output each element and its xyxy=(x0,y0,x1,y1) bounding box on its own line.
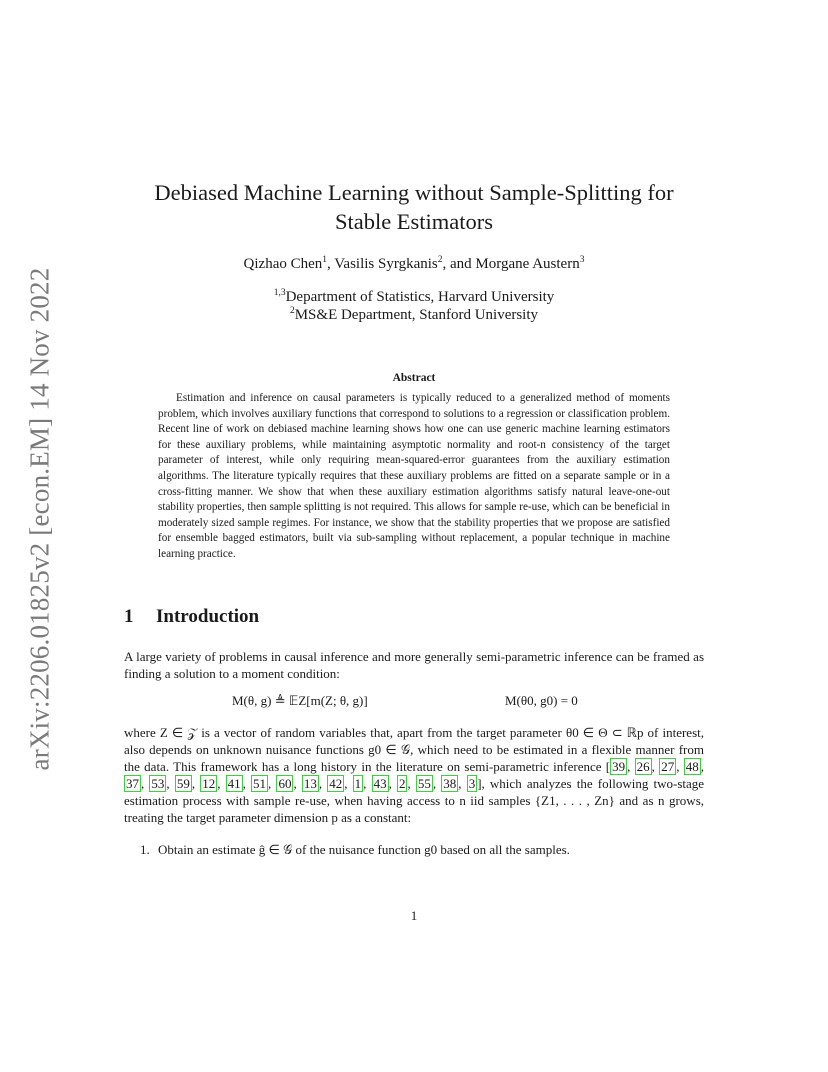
author-3-affil: 3 xyxy=(579,255,585,265)
author-list xyxy=(120,256,708,273)
citation-link[interactable]: 38 xyxy=(443,775,457,791)
enumerated-step-1 xyxy=(140,842,570,858)
citation-link[interactable]: 2 xyxy=(398,775,406,791)
paragraph-2-text-a: where Z ∈ 𝒵 is a vector of random variables that, apart from the target parameter θ0 ∈ Θ ⊂ ℝp of interest, also depends on unknown nuisance functions g0 ∈ 𝒢, which need to be estimated in a flexible manner from the data. This framework has a long history in the literature on semi-parametric inference [ xyxy=(124,725,704,774)
citation-link[interactable]: 43 xyxy=(373,775,387,791)
author-2-affil: 2 xyxy=(437,255,443,265)
affiliation-1 xyxy=(120,288,708,306)
citation-link[interactable]: 53 xyxy=(151,775,165,791)
citation-link[interactable]: 42 xyxy=(329,775,343,791)
section-title: Introduction xyxy=(156,606,260,627)
citation-list: 39 , 26 , 27 , 48 , 37 , 53 , 59 , 12 , 41 , 51 , 60 , 13 , 42 , 1 , 43 , 2 , 55 , 38 , 3 xyxy=(126,758,705,791)
page-number: 1 xyxy=(410,908,418,923)
citation-link[interactable]: 55 xyxy=(417,775,431,791)
paragraph-2-text-b: ], which analyzes the following two-stage estimation process with sample re-use, when having access to n iid samples {Z1, . . . , Zn} and as n grows, treating the target parameter dimension p as a constant: xyxy=(124,775,705,825)
affiliation-2-marker: 2 xyxy=(289,306,295,316)
citation-link[interactable]: 59 xyxy=(176,775,190,791)
citation-link[interactable]: 51 xyxy=(253,775,267,791)
citation-link[interactable]: 37 xyxy=(126,775,139,791)
affiliation-1-text: Department of Statistics, Harvard University xyxy=(285,289,555,305)
author-1: Qizhao Chen xyxy=(243,256,323,272)
abstract-body: Estimation and inference on causal parameters is typically reduced to a generalized method of moments problem, which involves auxiliary functions that correspond to solutions to a regression or classification problem. Recent line of work on debiased machine learning shows how one can use generic machine learning estimators for these auxiliary problems, while maintaining asymptotic normality and root-n consistency of the target parameter of interest, while only requiring mean-squared-error guarantees from the auxiliary estimation algorithms. The literature typically requires that these auxiliary problems are fitted on a separate sample or in a cross-fitting manner. We show that when these auxiliary estimation algorithms satisfy natural leave-one-out stability properties, then sample splitting is not required. This allows for sample re-use, which can be beneficial in moderately sized sample regimes. For instance, we show that the stability properties that we propose are satisfied for ensemble bagged estimators, built via sub-sampling without replacement, a popular technique in machine learning practice. xyxy=(158,392,670,560)
citation-link[interactable]: 13 xyxy=(303,775,317,791)
title-line-1: Debiased Machine Learning without Sample-Splitting for xyxy=(154,180,674,205)
citation-link[interactable]: 26 xyxy=(636,758,650,774)
title-line-2: Stable Estimators xyxy=(334,209,494,234)
list-marker: 1. xyxy=(140,842,150,857)
body-paragraph-2 xyxy=(124,725,704,826)
arxiv-stamp-text: arXiv:2206.01825v2 [econ.EM] 14 Nov 2022 xyxy=(24,267,55,771)
citation-link[interactable]: 60 xyxy=(278,775,292,791)
section-heading-introduction xyxy=(124,606,259,628)
citation-link[interactable]: 1 xyxy=(354,775,362,791)
paper-title xyxy=(120,178,708,236)
affiliations xyxy=(120,288,708,324)
author-3: Morgane Austern xyxy=(475,256,580,272)
intro-paragraph: A large variety of problems in causal inference and more generally semi-parametric inference can be framed as finding a solution to a moment condition: xyxy=(124,649,704,681)
citation-link[interactable]: 27 xyxy=(661,758,675,774)
equation-moment-definition: M(θ, g) ≜ 𝔼Z[m(Z; θ, g)] xyxy=(232,693,368,708)
section-number: 1 xyxy=(124,606,134,627)
author-separator: , xyxy=(327,256,335,272)
citation-link[interactable]: 3 xyxy=(468,775,476,791)
citation-link[interactable]: 41 xyxy=(227,775,241,791)
citation-link[interactable]: 39 xyxy=(612,758,626,774)
author-2: Vasilis Syrgkanis xyxy=(334,256,438,272)
arxiv-identifier-stamp xyxy=(18,264,62,774)
author-separator: , and xyxy=(442,256,476,272)
citation-link[interactable]: 48 xyxy=(685,758,699,774)
affiliation-2-text: MS&E Department, Stanford University xyxy=(294,307,539,323)
abstract-heading: Abstract xyxy=(392,372,436,384)
list-item-text: Obtain an estimate ĝ ∈ 𝒢 of the nuisance function g0 based on all the samples. xyxy=(158,842,570,857)
affiliation-2 xyxy=(120,306,708,324)
equation-moment-condition: M(θ0, g0) = 0 xyxy=(505,693,578,708)
citation-link[interactable]: 12 xyxy=(202,775,216,791)
affiliation-1-marker: 1,3 xyxy=(273,288,286,298)
author-1-affil: 1 xyxy=(322,255,328,265)
